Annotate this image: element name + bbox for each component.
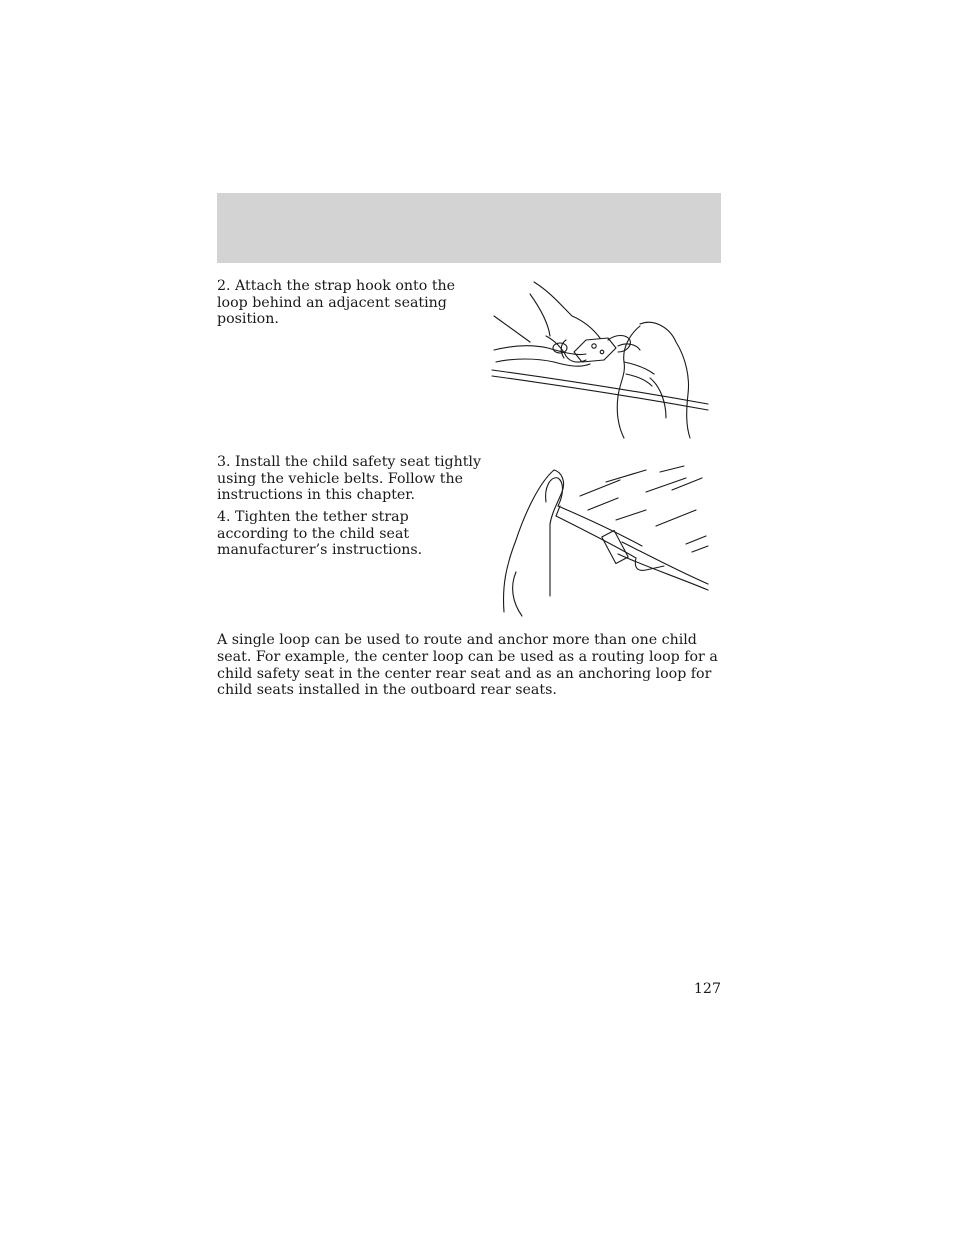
tether-strap-illustration — [496, 462, 710, 618]
body-paragraph: A single loop can be used to route and anchor more than one child seat. For example, the center loop can be used as a routing loop for a child safety seat in the center rear seat and as an anchoring loop for child seats installed in the outboard rear seats. — [217, 632, 718, 699]
step-4-text: 4. Tighten the tether strap according to the child seat manufacturer’s instructions. — [217, 509, 423, 559]
step-2-text: 2. Attach the strap hook onto the loop behind an adjacent seating position. — [217, 278, 456, 328]
step-3-text: 3. Install the child safety seat tightly using the vehicle belts. Follow the instructions in this chapter. — [217, 454, 481, 504]
page-number: 127 — [693, 981, 721, 997]
section-header-band — [217, 193, 721, 263]
strap-hook-illustration — [490, 278, 710, 442]
